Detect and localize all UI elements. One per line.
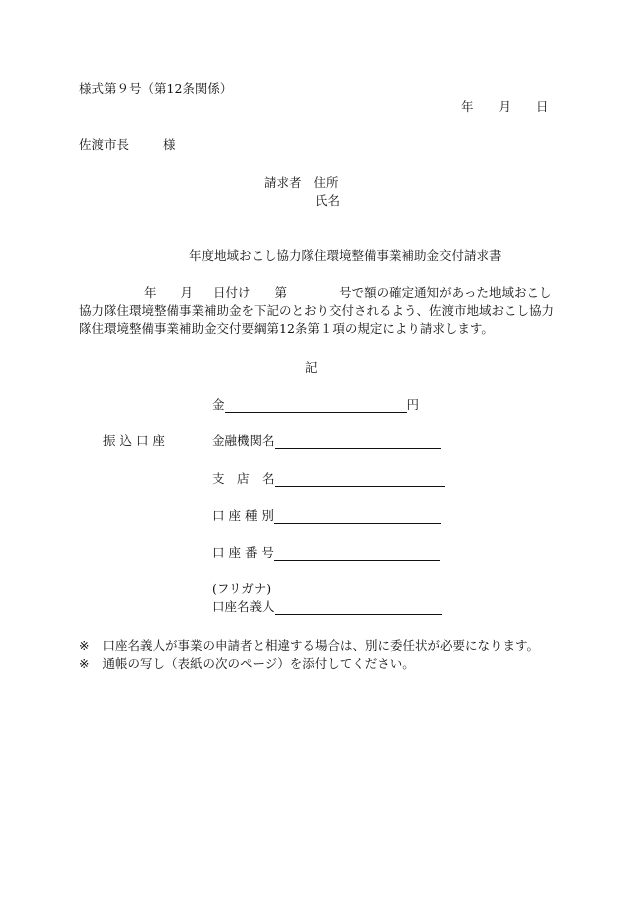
recipient — [79, 137, 176, 153]
body-year: 年 — [144, 285, 157, 300]
amount-prefix: 金 — [212, 397, 225, 412]
holder-line — [212, 599, 442, 615]
furigana-label: (フリガナ) — [212, 581, 272, 596]
recipient-honorific: 様 — [163, 137, 176, 152]
note-2-text: 通帳の写し（表紙の次のページ）を添付してください。 — [102, 656, 415, 671]
branch-field[interactable] — [275, 472, 445, 487]
requester-address-line — [264, 175, 339, 191]
requester-label: 請求者 — [264, 175, 302, 190]
body-text — [79, 284, 554, 338]
institution-line — [212, 433, 441, 449]
body-month: 月 — [180, 285, 194, 300]
amount-suffix: 円 — [406, 397, 420, 412]
branch-label: 支 店 名 — [212, 471, 275, 486]
body-main-text: 号で額の確定通知があった地域おこし協力隊住環境整備事業補助金を下記のとおり交付されるよう、佐渡市地域おこし協力隊住環境整備事業補助金交付要綱第12条第１項の規定により請求します。 — [79, 285, 555, 336]
note-1-mark: ※ — [79, 638, 90, 653]
ki-label: 記 — [305, 360, 318, 375]
body-no-prefix: 第 — [274, 285, 288, 300]
bank-section-label: 振 込 口 座 — [103, 433, 165, 448]
account-number-field[interactable] — [274, 546, 440, 561]
note-1-text: 口座名義人が事業の申請者と相違する場合は、別に委任状が必要になります。 — [102, 638, 539, 653]
amount-line — [212, 397, 419, 413]
amount-field[interactable] — [225, 398, 407, 413]
account-type-field[interactable] — [274, 509, 441, 524]
note-1 — [79, 638, 539, 654]
date-day: 日 — [536, 99, 549, 114]
recipient-name: 佐渡市長 — [79, 137, 130, 152]
holder-field[interactable] — [275, 600, 442, 615]
date-line — [461, 99, 549, 115]
date-year: 年 — [461, 99, 474, 114]
note-2-mark: ※ — [79, 656, 90, 671]
address-label: 住所 — [313, 175, 339, 190]
account-number-label: 口 座 番 号 — [212, 545, 274, 560]
account-type-line — [212, 508, 441, 524]
account-type-label: 口 座 種 別 — [212, 508, 274, 523]
form-number: 様式第９号（第12条関係） — [79, 81, 233, 96]
document-title: 年度地域おこし協力隊住環境整備事業補助金交付請求書 — [189, 248, 502, 263]
institution-field[interactable] — [275, 434, 441, 449]
branch-line — [212, 471, 445, 487]
account-number-line — [212, 545, 440, 561]
holder-label: 口座名義人 — [212, 599, 275, 614]
note-2 — [79, 656, 415, 672]
institution-label: 金融機関名 — [212, 433, 275, 448]
date-month: 月 — [498, 99, 512, 114]
body-day: 日付け — [213, 285, 251, 300]
name-label: 氏名 — [315, 193, 341, 208]
